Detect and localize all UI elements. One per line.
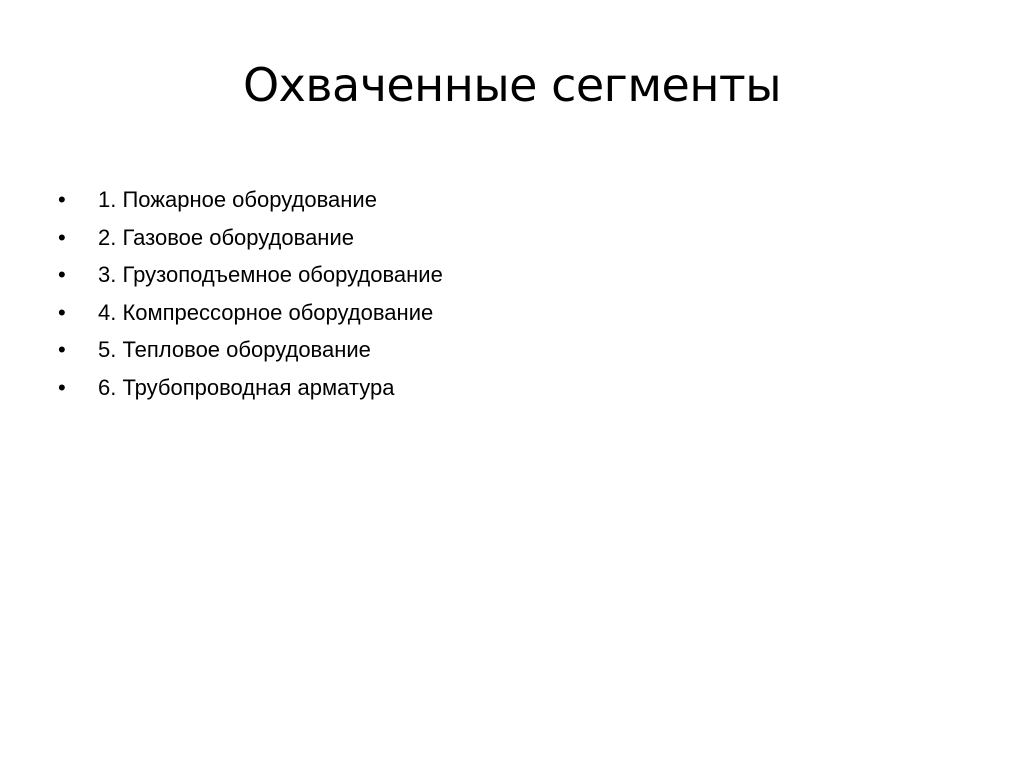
bullet-icon: • <box>58 337 66 362</box>
bullet-icon: • <box>58 262 66 287</box>
slide-title: Охваченные сегменты <box>242 58 782 112</box>
list-item-text: 6. Трубопроводная арматура <box>98 374 395 400</box>
bullet-icon: • <box>58 374 66 400</box>
list-item-text: 2. Газовое оборудование <box>98 224 354 250</box>
list-item-text: 4. Компрессорное оборудование <box>98 299 434 325</box>
bullet-icon: • <box>58 299 66 325</box>
list-item-text: 5. Тепловое оборудование <box>98 337 371 362</box>
list-item-text: 3. Грузоподъемное оборудование <box>98 262 443 287</box>
bullet-icon: • <box>58 187 66 212</box>
list-item-text: 1. Пожарное оборудование <box>98 187 377 212</box>
bullet-icon: • <box>58 224 66 250</box>
